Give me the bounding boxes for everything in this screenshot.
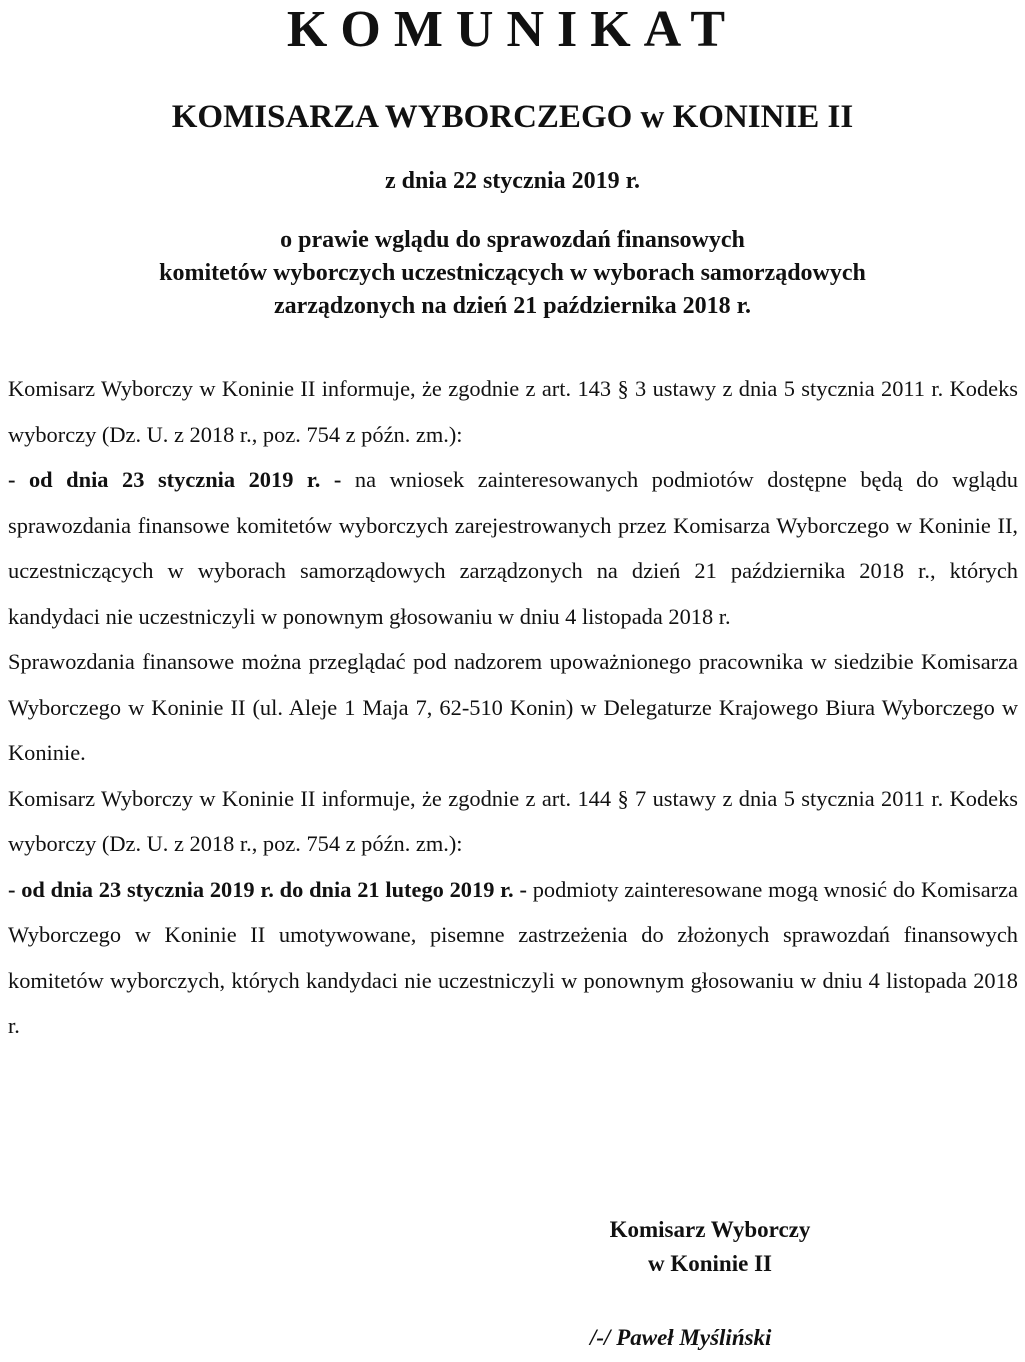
- date-range-emphasis: - od dnia 23 stycznia 2019 r. do dnia 21 lutego 2019 r. -: [8, 876, 527, 902]
- paragraph-text: na wniosek zainteresowanych podmiotów dostępne będą do wglądu sprawozdania finansowe komitetów wyborczych zarejestrowanych przez Komisarza Wyborczego w Koninie II, uczestniczących w wyborach samorządowych zarządzonych na dzień 21 października 2018 r., których kandydaci nie uczestniczyli w ponownym głosowaniu w dniu 4 listopada 2018 r.: [8, 467, 1018, 629]
- signatory-name: /-/ Paweł Myśliński: [590, 1325, 772, 1350]
- body-paragraph: Komisarz Wyborczy w Koninie II informuje, że zgodnie z art. 143 § 3 ustawy z dnia 5 stycznia 2011 r. Kodeks wyborczy (Dz. U. z 2018 r., poz. 754 z późn. zm.):: [8, 376, 1018, 447]
- topic-line: komitetów wyborczych uczestniczących w wyborach samorządowych: [159, 260, 866, 286]
- document-topic: [0, 224, 1025, 323]
- signature-block: [560, 1213, 860, 1281]
- topic-line: o prawie wglądu do sprawozdań finansowych: [280, 227, 745, 253]
- signature-title: Komisarz Wyborczy: [609, 1217, 811, 1242]
- body-paragraph: Sprawozdania finansowe można przeglądać pod nadzorem upoważnionego pracownika w siedzibie Komisarza Wyborczego w Koninie II (ul. Aleje 1 Maja 7, 62-510 Konin) w Delegaturze Krajowego Biura Wyborczego w Koninie.: [8, 649, 1018, 765]
- document-subtitle: KOMISARZA WYBORCZEGO w KONINIE II: [171, 99, 854, 135]
- document-title: KOMUNIKAT: [286, 1, 739, 58]
- body-paragraph: Komisarz Wyborczy w Koninie II informuje, że zgodnie z art. 144 § 7 ustawy z dnia 5 stycznia 2011 r. Kodeks wyborczy (Dz. U. z 2018 r., poz. 754 z późn. zm.):: [8, 785, 1018, 856]
- document-date: z dnia 22 stycznia 2019 r.: [384, 168, 641, 194]
- date-range-emphasis: - od dnia 23 stycznia 2019 r. -: [8, 467, 342, 492]
- paragraph-text: podmioty zainteresowane mogą wnosić do Komisarza Wyborczego w Koninie II umotywowane, pisemne zastrzeżenia do złożonych sprawozdań finansowych komitetów wyborczych, których kandydaci nie uczestniczyli w ponownym głosowaniu w dniu 4 listopada 2018 r.: [8, 876, 1018, 1038]
- document-body: [8, 366, 1018, 1049]
- signature-location: w Koninie II: [648, 1251, 772, 1276]
- topic-line: zarządzonych na dzień 21 października 2018 r.: [273, 293, 752, 319]
- body-paragraph: [8, 867, 1018, 1049]
- body-paragraph: [8, 457, 1018, 639]
